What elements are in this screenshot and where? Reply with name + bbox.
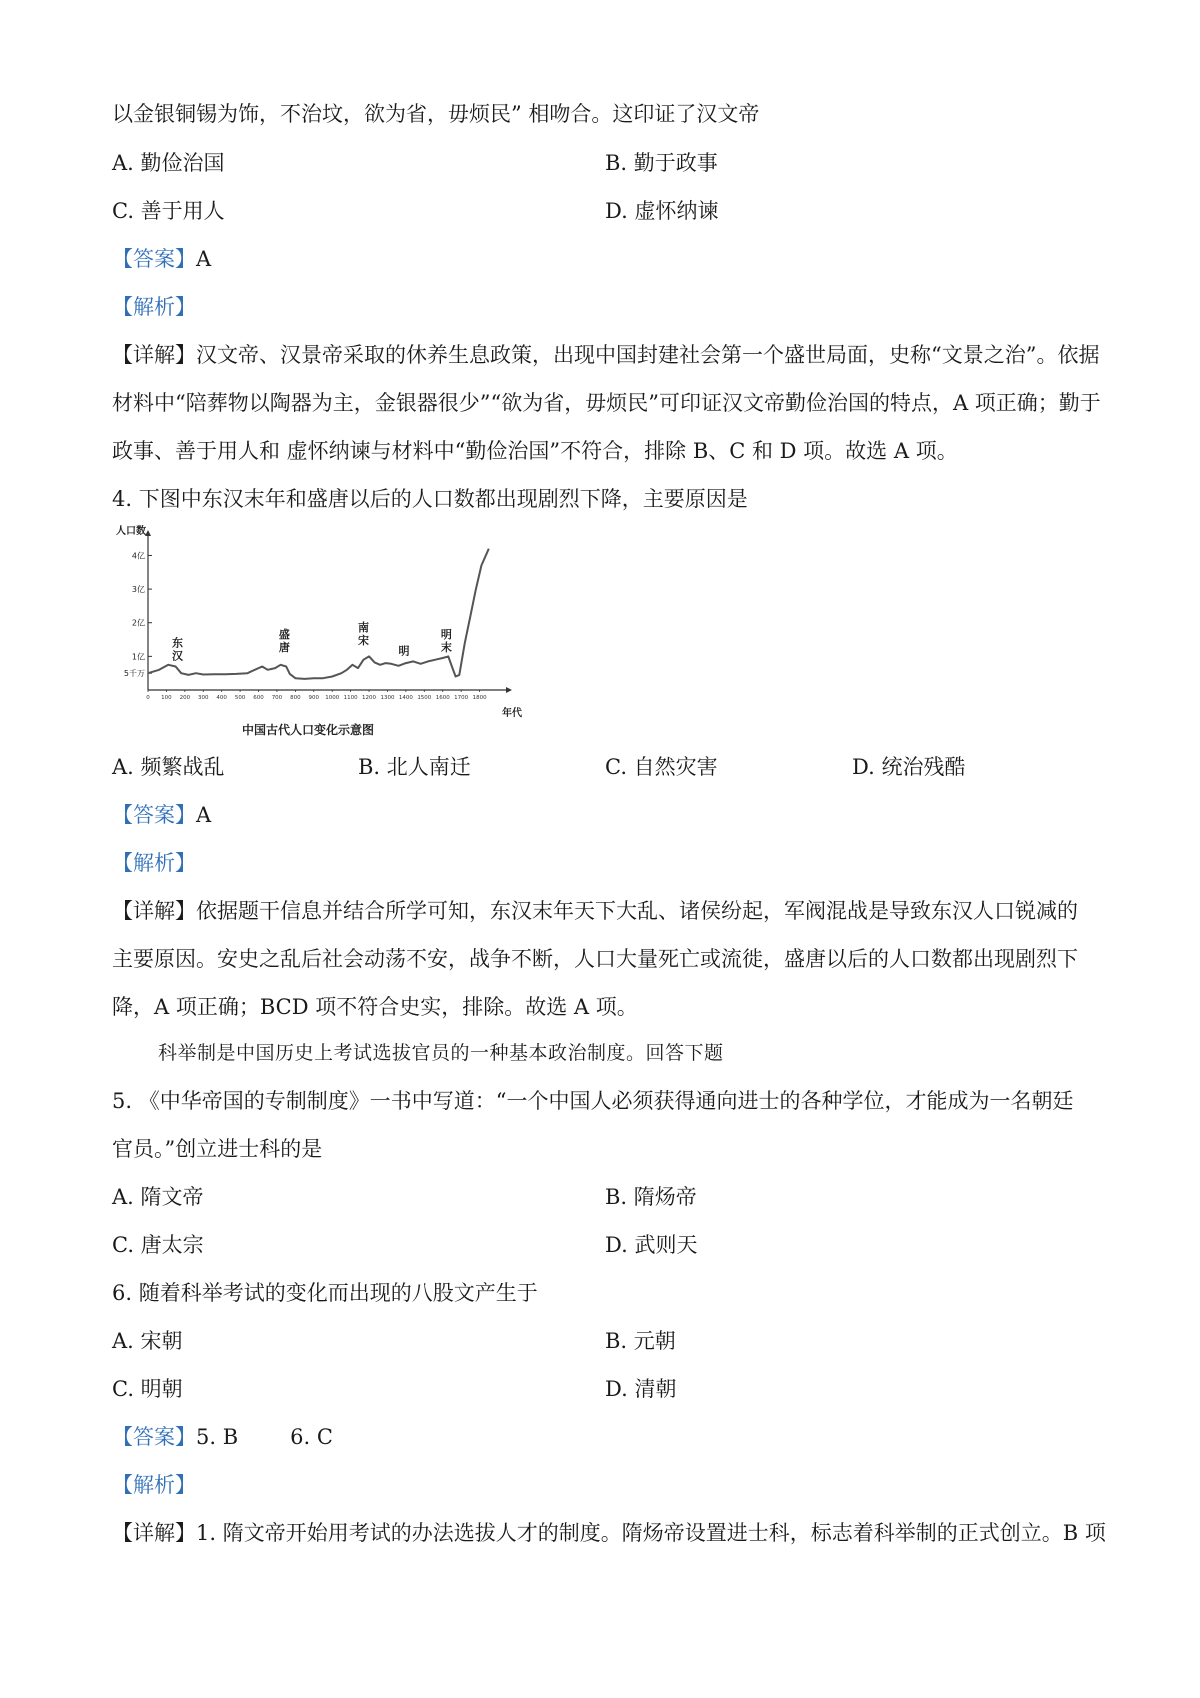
q4-detail-line-2: 主要原因。安史之乱后社会动荡不安，战争不断，人口大量死亡或流徙，盛唐以后的人口数都出现剧烈下 [112,947,1078,971]
q5-option-b: B. 隋炀帝 [605,1185,697,1209]
x-tick-label: 700 [271,695,283,701]
q6-stem: 6. 随着科举考试的变化而出现的八股文产生于 [112,1281,538,1305]
chart-line [148,549,489,679]
q3-answer-row [112,244,211,274]
q3-detail-line-2: 材料中“陪葬物以陶器为主，金银器很少”“欲为省，毋烦民”可印证汉文帝勤俭治国的特点，A 项正确；勤于 [112,391,1101,415]
x-tick-label: 400 [216,695,227,701]
chart-annotation-label: 汉 [171,649,183,663]
q3-answer-label: 【答案】 [112,247,196,271]
x-axis-arrow [506,687,512,693]
q4-option-a: A. 频繁战乱 [112,755,225,779]
q5-option-a: A. 隋文帝 [112,1185,204,1209]
x-tick-label: 0 [146,695,150,701]
q5-answer: 5. B [196,1425,239,1449]
q56-analysis-label: 【解析】 [112,1473,196,1497]
chart-annotation-label: 盛 [278,627,290,641]
q56-answer-row [112,1422,333,1452]
chart-annotation-label: 东 [171,636,183,650]
q3-detail-line-3: 政事、善于用人和 虚怀纳谏与材料中“勤俭治国”不符合，排除 B、C 和 D 项。故选 A 项。 [112,439,958,463]
population-chart [110,520,540,745]
q3-option-c: C. 善于用人 [112,199,225,223]
q5-option-d: D. 武则天 [605,1233,698,1257]
chart-axes [145,530,512,693]
q5-option-c: C. 唐太宗 [112,1233,204,1257]
chart-annotation-label: 明 [440,627,452,641]
q4-answer-row [112,800,211,830]
q4-option-b: B. 北人南迁 [358,755,471,779]
chart-annotations [172,620,452,662]
x-tick-label: 100 [161,695,172,701]
chart-annotation-label: 唐 [278,640,290,654]
x-tick-label: 1400 [398,695,413,701]
chart-annotation-label: 南 [358,621,370,635]
q56-answer-label: 【答案】 [112,1425,196,1449]
chart-annotation-label: 末 [440,640,452,654]
x-tick-label: 1700 [454,695,469,701]
q4-stem: 4. 下图中东汉末年和盛唐以后的人口数都出现剧烈下降，主要原因是 [112,487,748,511]
y-tick-label: 4亿 [131,551,145,561]
q5-stem-line-1: 5. 《中华帝国的专制制度》一书中写道：“一个中国人必须获得通向进士的各种学位，才能成为一名朝廷 [112,1089,1074,1113]
chart-annotation-label: 明 [398,644,410,658]
chart-y-label: 人口数 [116,526,146,537]
population-series-line [148,549,489,679]
q3-option-a: A. 勤俭治国 [112,151,225,175]
q56-detail-line-1: 【详解】1. 隋文帝开始用考试的办法选拔人才的制度。隋炀帝设置进士科，标志着科举制的正式创立。B 项 [112,1521,1106,1545]
x-tick-label: 1600 [435,695,450,701]
x-tick-label: 600 [253,695,264,701]
y-tick-label: 2亿 [131,618,145,628]
q6-answer: 6. C [290,1425,333,1449]
q4-detail-line-1: 【详解】依据题干信息并结合所学可知，东汉末年天下大乱、诸侯纷起，军阀混战是导致东汉人口锐减的 [112,899,1078,923]
q3-option-b: B. 勤于政事 [605,151,718,175]
x-tick-label: 1000 [325,695,340,701]
q4-analysis-label: 【解析】 [112,851,196,875]
chart-title: 中国古代人口变化示意图 [242,723,375,737]
x-tick-label: 1100 [343,695,358,701]
q5-stem-line-2: 官员。”创立进士科的是 [112,1137,323,1161]
x-tick-label: 200 [179,695,191,701]
y-tick-label: 3亿 [131,585,145,595]
x-tick-label: 900 [308,695,320,701]
chart-x-label: 年代 [502,708,522,719]
y-tick-label: 1亿 [131,652,145,662]
q6-option-b: B. 元朝 [605,1329,676,1353]
x-tick-label: 500 [234,695,246,701]
q3-option-d: D. 虚怀纳谏 [605,199,719,223]
q3-answer: A [196,247,212,271]
q4-answer-label: 【答案】 [112,803,196,827]
q4-option-c: C. 自然灾害 [605,755,718,779]
q3-analysis-label: 【解析】 [112,295,196,319]
x-tick-label: 1800 [472,695,487,701]
context-sentence: 科举制是中国历史上考试选拔官员的一种基本政治制度。回答下题 [158,1042,724,1064]
q4-answer: A [196,803,212,827]
q3-detail-line-1: 【详解】汉文帝、汉景帝采取的休养生息政策，出现中国封建社会第一个盛世局面，史称“文景之治”。依据 [112,343,1100,367]
q4-detail-line-3: 降，A 项正确；BCD 项不符合史实，排除。故选 A 项。 [112,995,638,1019]
q6-option-a: A. 宋朝 [112,1329,183,1353]
q4-option-d: D. 统治残酷 [852,755,966,779]
q6-option-d: D. 清朝 [605,1377,677,1401]
q3-stem-tail: 以金银铜锡为饰，不治坟，欲为省，毋烦民” 相吻合。这印证了汉文帝 [112,102,760,126]
x-tick-label: 1300 [380,695,395,701]
x-tick-label: 800 [290,695,301,701]
q6-option-c: C. 明朝 [112,1377,183,1401]
x-tick-label: 1500 [417,695,432,701]
x-tick-label: 300 [198,695,209,701]
y-tick-label: 5千万 [123,669,145,679]
chart-annotation-label: 宋 [358,634,370,648]
x-tick-label: 1200 [362,695,377,701]
